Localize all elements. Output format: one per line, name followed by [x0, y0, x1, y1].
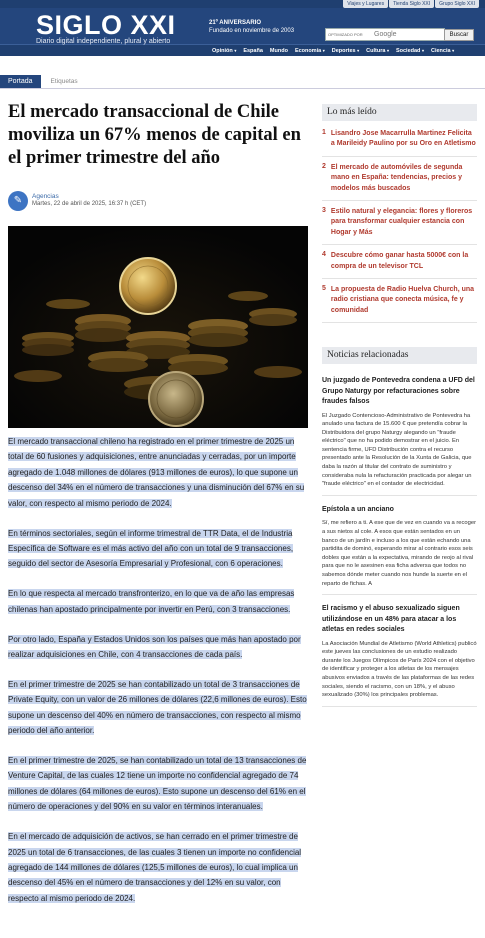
paragraph-text: En términos sectoriales, según el informe trimestral de TTR Data, el de Industria Específica de Software es el más activo del año con un total de 9 transacciones, seguido del sector de Asesoría Empresarial y Profesional, con 6 operaciones.	[8, 528, 294, 569]
top-link-grupo[interactable]: Grupo Siglo XXI	[435, 0, 479, 8]
anniversary-founded: Fundado en noviembre de 2003	[209, 28, 295, 34]
site-logo[interactable]: SIGLO XXI	[36, 10, 176, 40]
nav-item-mundo[interactable]	[270, 48, 288, 54]
related-news-title[interactable]: Un juzgado de Pontevedra condena a UFD del Grupo Naturgy por refacturaciones sobre fraudes falsos	[322, 377, 475, 405]
related-news-summary: Sí, me refiero a ti. A ese que de vez en cuando va a recoger a sus nietos al cole. A esos que están sentados en un banco de un jardín e incluso a los que están echando una partidita de dominó, esperando mirar al contrario esos seis dobles que están a la expectativa, mirando de reojo al rival para que no le asesinen esa ficha adversa que todos no sabemos dónde meter cuando nos hunde la suerte en el reparto de fichas. A	[322, 519, 477, 595]
nav-item-cultura[interactable]	[366, 48, 389, 54]
search-button[interactable]: Buscar	[444, 29, 474, 41]
chevron-down-icon: ▾	[234, 47, 237, 53]
masthead	[0, 8, 485, 44]
paragraph-text: En el primer trimestre de 2025 se han contabilizado un total de 3 transacciones de Private Equity, con un valor de 26 millones de dólares (22,6 millones de euros). Esto supone un descenso del 40% en número de transacciones, con respecto al mismo periodo del año anterior.	[8, 679, 307, 736]
article-byline	[8, 191, 308, 213]
nav-label: Cultura	[366, 47, 386, 54]
main-nav	[0, 44, 485, 56]
most-read-number: 3	[322, 207, 326, 215]
most-read-item[interactable]	[322, 207, 477, 245]
anniversary-title: 21º ANIVERSARIO	[209, 20, 261, 26]
most-read-item[interactable]	[322, 285, 477, 323]
paragraph-text: Por otro lado, España y Estados Unidos son los países que más han apostado por realizar adquisiciones en Chile, con 4 transacciones de cada país.	[8, 634, 301, 659]
chevron-down-icon: ▾	[386, 47, 389, 53]
nav-item-espana[interactable]	[243, 48, 263, 54]
most-read-item[interactable]	[322, 251, 477, 279]
search-powered-by: OPTIMIZADO POR	[328, 32, 363, 37]
nav-label: Sociedad	[395, 47, 421, 54]
chevron-down-icon: ▾	[421, 47, 424, 53]
related-news-title[interactable]: Epístola a un anciano	[322, 505, 394, 513]
related-news-summary: La Asociación Mundial de Atletismo (World Athletics) publicó este jueves las conclusiones de un estudio realizado durante los Juegos Olímpicos de París 2024 con el objetivo de identificar y proteger a los atletas de los mensajes abusivos enviados a través de las plataformas de las redes sociales, siendo el racismo, con un 18%, y el abuso sexualizado (30%) los principales problemas.	[322, 640, 477, 707]
paragraph-text: En el mercado de adquisición de activos, se han cerrado en el primer trimestre de 2025 un total de 6 transacciones, de las cuales 3 tienen un importe no confidencial agregado de 144 millones de dólares (125,5 millones de euros), lo cual implica un descenso del 45% en el número de transacciones y del 12% en su valor, con respecto al mismo periodo de 2024.	[8, 832, 302, 903]
section-tabs	[0, 75, 485, 89]
tab-etiquetas[interactable]: Etiquetas	[50, 78, 78, 85]
nav-item-economia[interactable]	[295, 48, 325, 54]
nav-label: Deportes	[331, 47, 356, 54]
most-read-heading: Lo más leído	[322, 104, 477, 121]
nav-item-ciencia[interactable]	[431, 48, 454, 54]
nav-item-deportes[interactable]	[332, 48, 359, 54]
top-links	[343, 0, 485, 8]
anniversary-note	[209, 19, 294, 35]
article-headline: El mercado transaccional de Chile moviliza un 67% menos de capital en el primer trimestre del año	[8, 102, 301, 168]
most-read-list	[322, 129, 477, 329]
nav-item-opinion[interactable]	[212, 48, 236, 54]
google-logo: Google	[374, 31, 397, 38]
most-read-number: 1	[322, 129, 326, 136]
site-tagline: Diario digital independiente, plural y abierto	[36, 38, 171, 45]
article-paragraph	[8, 677, 309, 739]
related-news-heading: Noticias relacionadas	[322, 347, 477, 364]
most-read-item[interactable]	[322, 163, 477, 201]
most-read-link[interactable]: La propuesta de Radio Huelva Church, una radio cristiana que conecta música, fe y comunidad	[330, 286, 475, 314]
most-read-link[interactable]: El mercado de automóviles de segunda mano en España: tendencias, precios y modelos más buscados	[330, 163, 463, 192]
pencil-icon: ✎	[8, 191, 28, 211]
chevron-down-icon: ▾	[322, 47, 325, 53]
article-paragraph	[8, 526, 309, 572]
most-read-number: 4	[322, 251, 326, 259]
article-date: Martes, 22 de abril de 2025, 16:37 h (CET)	[32, 201, 147, 207]
article-paragraph	[8, 829, 309, 906]
nav-label: Ciencia	[430, 47, 451, 54]
nav-label: Mundo	[269, 47, 288, 54]
nav-label: España	[243, 47, 263, 54]
paragraph-text: En lo que respecta al mercado transfronterizo, en lo que va de año las empresas chilenas han apostado principalmente por invertir en Perú, con 3 transacciones.	[8, 589, 295, 614]
most-read-link[interactable]: Descubre cómo ganar hasta 5000€ con la compra de un televisor TCL	[330, 252, 469, 270]
related-news-list	[322, 376, 477, 716]
top-link-tienda[interactable]: Tienda Siglo XXI	[389, 0, 434, 8]
article-photo	[8, 226, 308, 428]
nav-label: Opinión	[212, 47, 233, 54]
search-input[interactable]	[325, 28, 445, 41]
article-paragraph	[8, 632, 309, 663]
most-read-number: 2	[322, 162, 326, 170]
paragraph-text: En el primer trimestre de 2025, se han contabilizado un total de 13 transacciones de Venture Capital, de las cuales 12 tiene un importe no confidencial agregado de 74 millones de dólares (64 millones de euros). Esto supone un descenso del 61% en el número de operaciones y del 90% en su valor en términos interanuales.	[8, 756, 307, 812]
chevron-down-icon: ▾	[357, 47, 360, 53]
most-read-link[interactable]: Lisandro Jose Macarrulla Martinez Felicita a Marileidy Paulino por su Oro en Atletismo	[330, 130, 476, 148]
article-body	[8, 434, 309, 921]
related-news-item	[322, 505, 477, 595]
nav-item-sociedad[interactable]	[396, 48, 424, 54]
most-read-number: 5	[322, 285, 326, 293]
most-read-link[interactable]: Estilo natural y elegancia: flores y floreros para transformar cualquier estancia con Hogar y Más	[330, 208, 473, 236]
article-paragraph	[8, 586, 309, 617]
related-news-summary: El Juzgado Contencioso-Administrativo de Pontevedra ha anulado una factura de 15.600 € que pretendía cobrar la Distribuidora del grupo Naturgy alegando un "fraude eléctrico" que no ha podido demostrar en el juicio. En sentencia firme, UFD Distribución contra el recurso presentado ante la Resolución de la Xunta de Galicia, que daba la razón al titular del contrato de suministro y consideraba nula la refacturación practicada por alegar un "fraude eléctrico" en el contador de electricidad.	[322, 412, 477, 496]
most-read-item[interactable]	[322, 129, 477, 157]
paragraph-text: El mercado transaccional chileno ha registrado en el primer trimestre de 2025 un total de 60 fusiones y adquisiciones, entre anunciadas y cerradas, por un importe agregado de 1.048 millones de dólares (913 millones de euros), lo que supone un descenso del 34% en el número de transacciones y una disminución del 67% en su valor, con respecto al mismo periodo de 2024.	[8, 437, 305, 508]
nav-label: Economía	[294, 47, 322, 54]
related-news-item	[322, 376, 477, 496]
article-paragraph	[8, 434, 309, 511]
coins-image	[8, 226, 308, 428]
related-news-title[interactable]: El racismo y el abuso sexualizado siguen utilizándose en un 48% para atacar a los atletas en redes sociales	[322, 605, 460, 634]
tab-portada[interactable]: Portada	[0, 75, 41, 88]
top-bar	[0, 0, 485, 8]
chevron-down-icon: ▾	[452, 47, 455, 53]
article-author[interactable]: Agencias	[32, 193, 59, 200]
top-link-viajes[interactable]: Viajes y Lugares	[343, 0, 388, 8]
article-paragraph	[8, 753, 309, 815]
related-news-item	[322, 604, 477, 707]
